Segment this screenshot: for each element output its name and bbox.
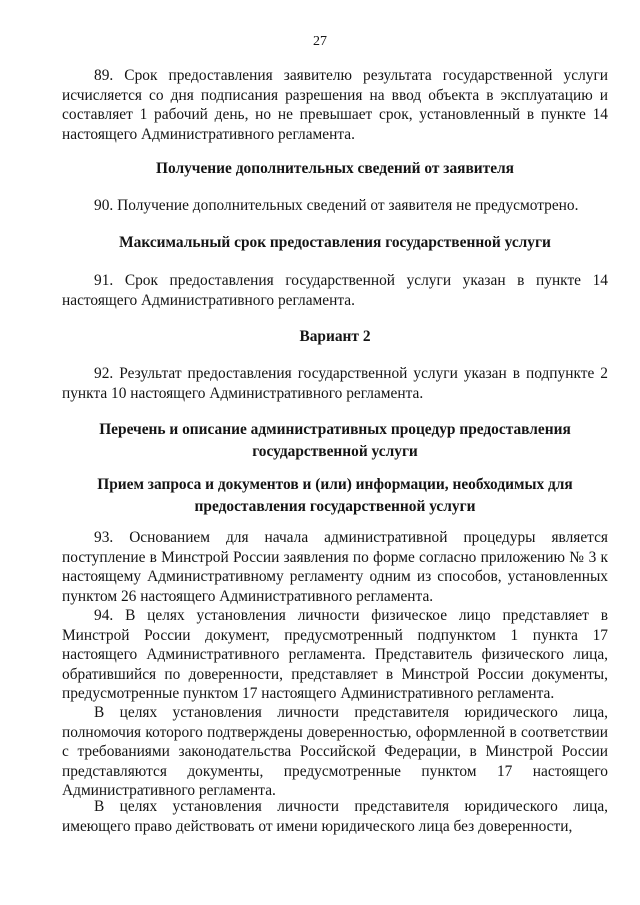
paragraph-93 [62,528,608,606]
paragraph-legal-representative-text: В целях установления личности представителя юридического лица, полномочия которого подтверждены доверенностью, оформленной в соответствии с требованиями законодательства Российской Федерации, в Минстрой России представляются документы, предусмотренные пунктом 17 настоящего Административного регламента. [62,704,608,800]
heading-reception [62,474,608,518]
paragraph-91 [62,271,608,310]
heading-max-term: Максимальный срок предоставления государственной услуги [119,234,551,251]
heading-procedures [62,419,608,463]
heading-variant: Вариант 2 [299,328,371,345]
paragraph-legal-no-proxy [62,797,608,836]
paragraph-90-text: 90. Получение дополнительных сведений от заявителя не предусмотрено. [94,197,579,214]
heading-procedures-line-1: Перечень и описание административных процедур предоставления [99,421,571,438]
heading-reception-line-1: Прием запроса и документов и (или) информации, необходимых для [97,476,573,493]
paragraph-legal-representative [62,703,608,801]
paragraph-94-text: 94. В целях установления личности физическое лицо представляет в Минстрой России документ, предусмотренный подпунктом 1 пункта 17 настоящего Административного регламента. Представитель физического лица, обратившийся по доверенности, представляет в Минстрой России документы, предусмотренные пунктом 17 настоящего Административного регламента. [62,607,608,703]
paragraph-90 [62,196,608,216]
paragraph-89 [62,66,608,144]
heading-additional-info: Получение дополнительных сведений от заявителя [156,160,514,177]
paragraph-89-text: 89. Срок предоставления заявителю результата государственной услуги исчисляется со дня подписания разрешения на ввод объекта в эксплуатацию и составляет 1 рабочий день, но не превышает срок, установленный в пункте 14 настоящего Административного регламента. [62,67,608,143]
heading-reception-line-2: предоставления государственной услуги [194,498,476,515]
paragraph-92-text: 92. Результат предоставления государственной услуги указан в подпункте 2 пункта 10 настоящего Административного регламента. [62,365,608,402]
paragraph-93-text: 93. Основанием для начала административной процедуры является поступление в Минстрой России заявления по форме согласно приложению № 3 к настоящему Административному регламенту одним из способов, установленных пунктом 26 настоящего Административного регламента. [62,529,608,605]
paragraph-94 [62,606,608,704]
page-number: 27 [313,34,327,49]
paragraph-92 [62,364,608,403]
heading-procedures-line-2: государственной услуги [252,443,418,460]
paragraph-91-text: 91. Срок предоставления государственной услуги указан в пункте 14 настоящего Административного регламента. [62,272,608,309]
paragraph-legal-no-proxy-text: В целях установления личности представителя юридического лица, имеющего право действовать от имени юридического лица без доверенности, [62,798,608,835]
